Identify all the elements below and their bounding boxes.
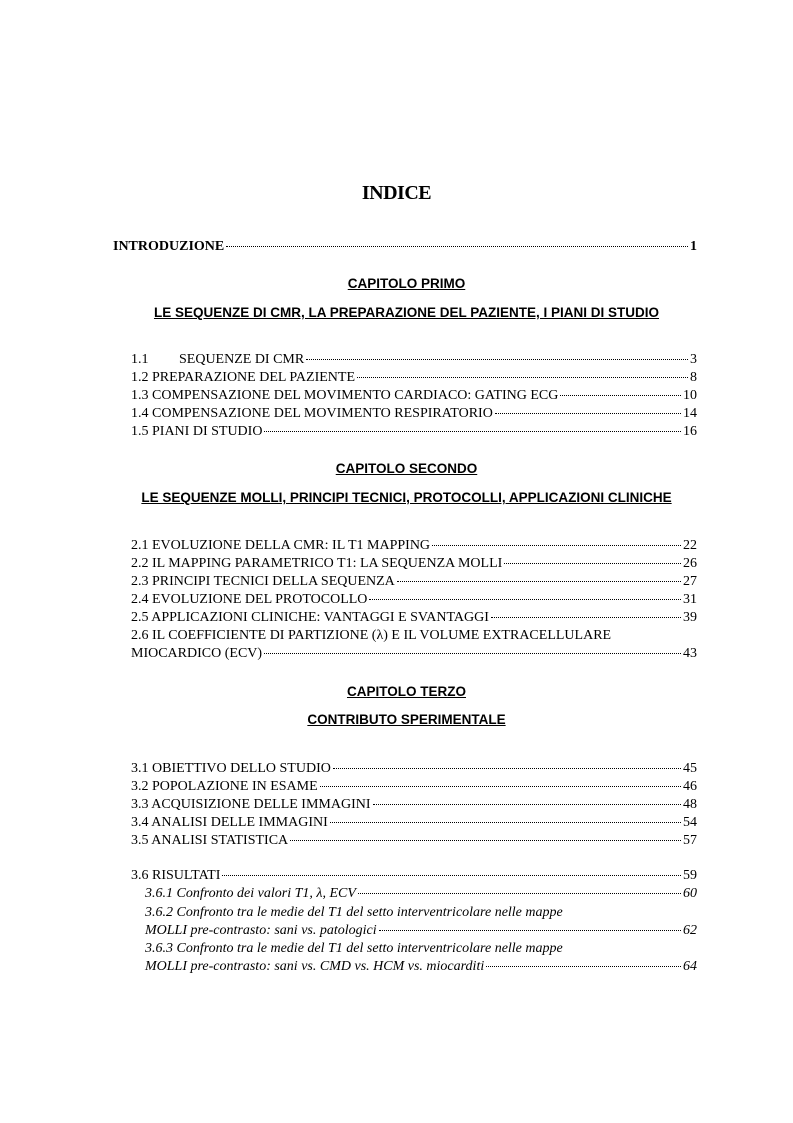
toc-page: 10 [683, 388, 697, 403]
toc-label: 2.1 EVOLUZIONE DELLA CMR: IL T1 MAPPING [131, 538, 431, 553]
toc-entry[interactable] [131, 778, 697, 796]
toc-label: INTRODUZIONE [113, 239, 225, 254]
toc-subentry[interactable] [145, 885, 697, 903]
toc-leader [379, 930, 681, 931]
toc-leader [320, 786, 681, 787]
toc-leader [333, 768, 681, 769]
toc-page: 54 [683, 815, 697, 830]
toc-entry[interactable] [131, 645, 697, 663]
toc-entry[interactable] [131, 423, 697, 441]
toc-entry[interactable] [131, 369, 697, 387]
toc-leader [264, 653, 681, 654]
toc-leader [290, 840, 681, 841]
toc-number: 1.1 [131, 352, 149, 367]
toc-label: 3.3 ACQUISIZIONE DELLE IMMAGINI [131, 797, 371, 812]
toc-leader [226, 246, 688, 247]
toc-label: 2.4 EVOLUZIONE DEL PROTOCOLLO [131, 592, 368, 607]
chapter-2-heading: CAPITOLO SECONDO [335, 461, 478, 476]
toc-leader [560, 395, 681, 396]
toc-entry[interactable] [131, 814, 697, 832]
toc-leader [330, 822, 681, 823]
toc-page: 62 [683, 923, 697, 938]
toc-leader [369, 599, 681, 600]
toc-leader [373, 804, 681, 805]
toc-leader [504, 563, 681, 564]
toc-page: 60 [683, 886, 697, 901]
toc-label: 3.5 ANALISI STATISTICA [131, 833, 289, 848]
toc-page: 57 [683, 833, 697, 848]
toc-entry[interactable] [131, 609, 697, 627]
toc-label: 1.5 PIANI DI STUDIO [131, 424, 263, 439]
chapter-1-subtitle: LE SEQUENZE DI CMR, LA PREPARAZIONE DEL PAZIENTE, I PIANI DI STUDIO [153, 305, 660, 320]
chapter-1-heading: CAPITOLO PRIMO [347, 276, 466, 291]
toc-entry[interactable] [131, 591, 697, 609]
toc-page: 16 [683, 424, 697, 439]
toc-entry[interactable] [131, 405, 697, 423]
chapter-3-heading: CAPITOLO TERZO [346, 684, 466, 699]
toc-leader [495, 413, 681, 414]
toc-page: 8 [690, 370, 697, 385]
toc-leader [264, 431, 681, 432]
toc-leader [222, 875, 681, 876]
toc-page: 3 [690, 352, 697, 367]
toc-entry[interactable] [131, 537, 697, 555]
toc-label: MOLLI pre-contrasto: sani vs. patologici [145, 923, 377, 938]
page-title: INDICE [361, 182, 432, 204]
toc-title: SEQUENZE DI CMR [179, 352, 305, 367]
toc-page: 1 [690, 239, 697, 254]
toc-label: 1.3 COMPENSAZIONE DEL MOVIMENTO CARDIACO: GATING ECG [131, 388, 559, 403]
toc-entry[interactable] [131, 555, 697, 573]
toc-label: 3.1 OBIETTIVO DELLO STUDIO [131, 761, 331, 776]
toc-page: 59 [683, 868, 697, 883]
toc-leader [397, 581, 681, 582]
toc-page: 27 [683, 574, 697, 589]
toc-label: 3.4 ANALISI DELLE IMMAGINI [131, 815, 328, 830]
toc-label: 3.2 POPOLAZIONE IN ESAME [131, 779, 318, 794]
toc-label: 1.4 COMPENSAZIONE DEL MOVIMENTO RESPIRATORIO [131, 406, 493, 421]
toc-label: 2.3 PRINCIPI TECNICI DELLA SEQUENZA [131, 574, 395, 589]
toc-label: 3.6 RISULTATI [131, 868, 221, 883]
toc-page: 45 [683, 761, 697, 776]
toc-label: 1.2 PREPARAZIONE DEL PAZIENTE [131, 370, 356, 385]
toc-leader [306, 359, 688, 360]
toc-label: 2.5 APPLICAZIONI CLINICHE: VANTAGGI E SVANTAGGI [131, 610, 489, 625]
toc-subentry-line[interactable]: 3.6.3 Confronto tra le medie del T1 del setto interventricolare nelle mappe [145, 941, 563, 956]
toc-entry[interactable] [131, 760, 697, 778]
toc-leader [432, 545, 681, 546]
toc-label [131, 351, 304, 369]
toc-entry-line[interactable]: 2.6 IL COEFFICIENTE DI PARTIZIONE (λ) E IL VOLUME EXTRACELLULARE [131, 628, 612, 643]
toc-page: 14 [683, 406, 697, 421]
toc-entry-results[interactable] [131, 867, 697, 885]
toc-entry[interactable] [131, 387, 697, 405]
toc-label: MIOCARDICO (ECV) [131, 646, 263, 661]
toc-label: MOLLI pre-contrasto: sani vs. CMD vs. HCM vs. miocarditi [145, 959, 485, 974]
toc-page: 22 [683, 538, 697, 553]
toc-leader [486, 966, 681, 967]
toc-subentry[interactable] [145, 922, 697, 940]
toc-page: 39 [683, 610, 697, 625]
toc-leader [491, 617, 681, 618]
toc-page: 64 [683, 959, 697, 974]
toc-subentry-line[interactable]: 3.6.2 Confronto tra le medie del T1 del setto interventricolare nelle mappe [145, 905, 563, 920]
toc-entry[interactable] [131, 573, 697, 591]
toc-label: 2.2 IL MAPPING PARAMETRICO T1: LA SEQUENZA MOLLI [131, 556, 503, 571]
toc-page: 48 [683, 797, 697, 812]
toc-leader [358, 893, 681, 894]
toc-page: 26 [683, 556, 697, 571]
toc-page: 43 [683, 646, 697, 661]
toc-entry[interactable] [131, 351, 697, 369]
toc-label: 3.6.1 Confronto dei valori T1, λ, ECV [145, 886, 356, 901]
toc-entry[interactable] [131, 832, 697, 850]
toc-page: 31 [683, 592, 697, 607]
toc-entry[interactable] [131, 796, 697, 814]
toc-leader [357, 377, 688, 378]
toc-subentry[interactable] [145, 958, 697, 976]
chapter-3-subtitle: CONTRIBUTO SPERIMENTALE [307, 712, 506, 727]
toc-entry-intro[interactable] [113, 238, 697, 256]
toc-page: 46 [683, 779, 697, 794]
chapter-2-subtitle: LE SEQUENZE MOLLI, PRINCIPI TECNICI, PROTOCOLLI, APPLICAZIONI CLINICHE [141, 490, 672, 505]
